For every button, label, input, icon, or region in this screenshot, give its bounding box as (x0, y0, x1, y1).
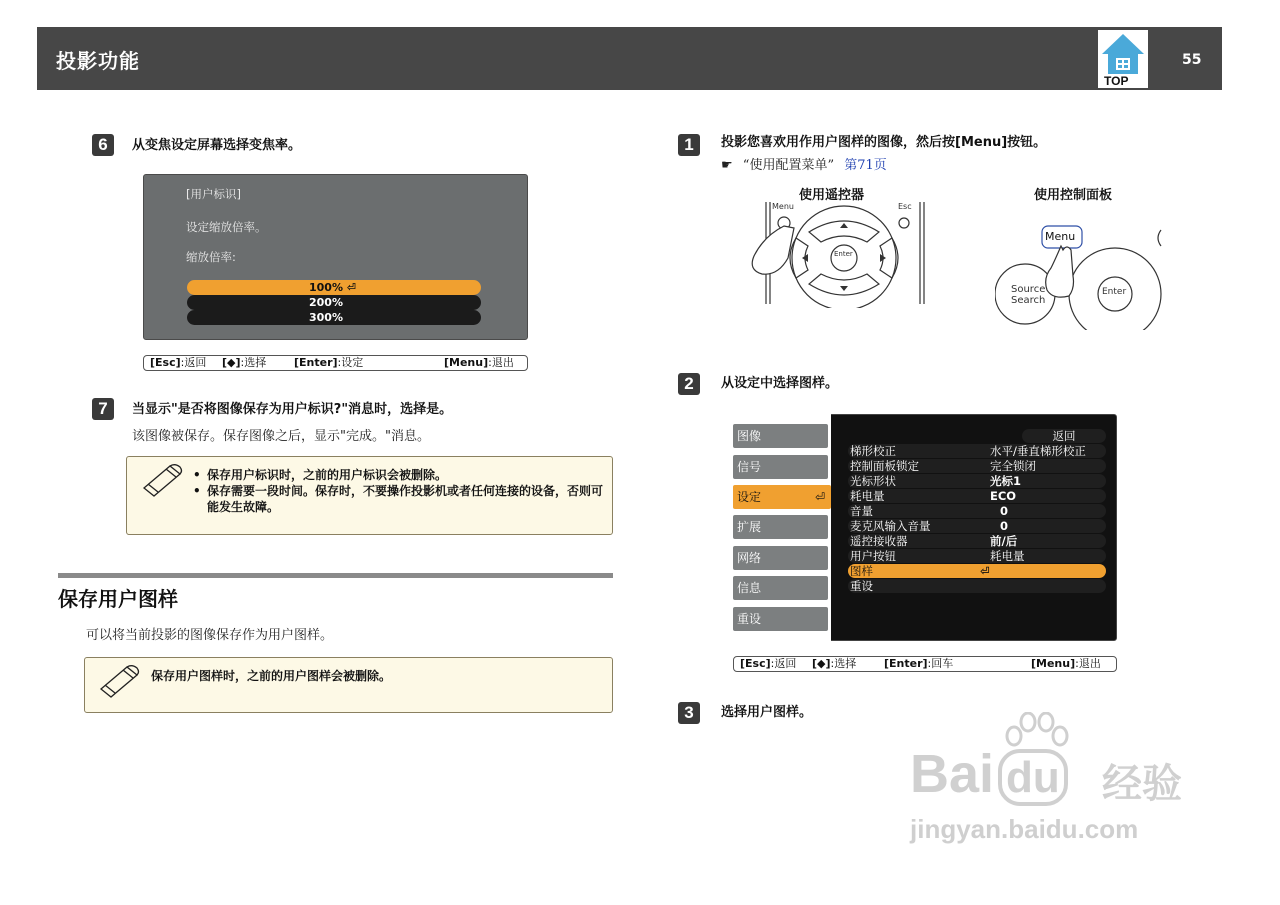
panel-illustration (995, 222, 1167, 334)
row-value: 耗电量 (990, 549, 1025, 563)
hint-menu-key: [Menu] (1031, 657, 1076, 670)
hint-menu-text: :退出 (488, 356, 514, 369)
category-reset[interactable]: 重设 (733, 607, 828, 631)
note-box-2 (84, 657, 613, 713)
enter-icon: ⏎ (814, 490, 825, 504)
row-value: 前/后 (990, 534, 1018, 548)
panel-enter-label: Enter (1102, 287, 1127, 297)
hint-esc-text: :返回 (770, 657, 797, 670)
panel-menu-button[interactable]: Menu (1045, 230, 1076, 243)
row-label: 遥控接收器 (850, 534, 908, 548)
category-image[interactable]: 图像 (733, 424, 828, 448)
menu-row-panel-lock[interactable] (848, 459, 1106, 473)
hint-arrow-key: [◆] (222, 356, 241, 369)
watermark-suffix: 经验 (1102, 761, 1182, 807)
hint-esc-key: [Esc] (740, 657, 771, 670)
step-7-text: 当显示"是否将图像保存为用户标识?"消息时，选择是。 (132, 402, 453, 417)
menu-row-power[interactable] (848, 489, 1106, 503)
section-rule (58, 573, 613, 578)
row-label: 麦克风输入音量 (850, 519, 931, 533)
menu-row-remote-receiver[interactable] (848, 534, 1106, 548)
category-settings[interactable] (733, 485, 831, 509)
enter-icon: ⏎ (346, 281, 357, 294)
row-value: 0 (1000, 504, 1009, 518)
zoom-osd-line2: 缩放倍率: (186, 250, 236, 264)
reference-text: “使用配置菜单” (742, 158, 835, 173)
page-header-bar (37, 27, 1222, 90)
hint-enter-key: [Enter] (294, 356, 338, 369)
osd-hint-bar (143, 355, 528, 371)
remote-menu-label: Menu (772, 202, 794, 211)
watermark-url: jingyan.baidu.com (910, 814, 1139, 844)
hint-esc-text: :返回 (180, 356, 207, 369)
step-6-badge: 6 (92, 134, 114, 156)
enter-icon: ⏎ (980, 564, 990, 578)
zoom-option-label: 100% (309, 281, 343, 294)
menu-row-reset[interactable] (848, 579, 1106, 593)
note-pencil-icon (97, 663, 143, 707)
step-3-badge: 3 (678, 702, 700, 724)
step-7-subtext: 该图像被保存。保存图像之后，显示"完成。"消息。 (132, 429, 430, 444)
row-value: 光标1 (990, 474, 1022, 488)
remote-enter-label: Enter (834, 250, 853, 258)
step-3-text: 选择用户图样。 (721, 705, 813, 720)
row-label: 光标形状 (850, 474, 896, 488)
hint-arrow-text: :选择 (830, 657, 857, 670)
menu-row-pattern[interactable] (848, 564, 1106, 578)
menu-row-cursor[interactable] (848, 474, 1106, 488)
menu-row-user-button[interactable] (848, 549, 1106, 563)
row-label: 图样 (850, 564, 873, 578)
watermark-brand-1: Bai (910, 744, 995, 804)
row-value: 0 (1000, 519, 1009, 533)
hint-menu-key: [Menu] (444, 356, 489, 369)
category-signal[interactable]: 信号 (733, 455, 828, 479)
hint-arrow-text: :选择 (240, 356, 267, 369)
category-extended[interactable]: 扩展 (733, 515, 828, 539)
remote-title: 使用遥控器 (799, 188, 865, 203)
zoom-osd-title: [用户标识] (186, 187, 241, 201)
remote-esc-label: Esc (898, 202, 912, 211)
zoom-option-label: 300% (309, 311, 343, 324)
row-label: 耗电量 (850, 489, 885, 503)
row-label: 梯形校正 (850, 444, 896, 458)
step-1-text: 投影您喜欢用作用户图样的图像，然后按[Menu]按钮。 (721, 135, 1047, 150)
zoom-option-label: 200% (309, 296, 343, 309)
panel-search-label: Search (1011, 295, 1046, 306)
step-1-badge: 1 (678, 134, 700, 156)
page-title: 投影功能 (56, 49, 140, 73)
note-bullet: • 保存用户标识时，之前的用户标识会被删除。 • 保存需要一段时间。保存时，不要操作投影机或者任何连接的设备，否则可能发生故障。 (193, 468, 604, 514)
top-label: TOP (1104, 74, 1129, 88)
category-info[interactable]: 信息 (733, 576, 828, 600)
section-intro: 可以将当前投影的图像保存作为用户图样。 (86, 628, 334, 643)
row-label: 用户按钮 (850, 549, 896, 563)
page-number: 55 (1182, 52, 1202, 68)
row-label: 重设 (850, 579, 873, 593)
panel-title: 使用控制面板 (1034, 188, 1113, 203)
row-value: ECO (990, 489, 1017, 503)
osd-hint-bar-2 (733, 656, 1117, 672)
hint-enter-key: [Enter] (884, 657, 928, 670)
hint-menu-text: :退出 (1075, 657, 1101, 670)
panel-source-label: Source (1011, 284, 1046, 295)
category-network[interactable]: 网络 (733, 546, 828, 570)
menu-row-volume[interactable] (848, 504, 1106, 518)
note-bullet-text: 保存用户标识时，之前的用户标识会被删除。 (207, 468, 448, 482)
section-title: 保存用户图样 (58, 587, 178, 611)
pointing-hand-icon: ☛ (721, 158, 733, 173)
row-value: 水平/垂直梯形校正 (990, 444, 1086, 458)
reference-page-link[interactable]: 第71页 (844, 158, 887, 173)
menu-row-mic-volume[interactable] (848, 519, 1106, 533)
hint-arrow-key: [◆] (812, 657, 831, 670)
menu-back-button[interactable]: 返回 (1022, 429, 1106, 443)
step-2-badge: 2 (678, 373, 700, 395)
hint-enter-text: :设定 (337, 356, 364, 369)
hint-enter-text: :回车 (927, 657, 954, 670)
note-bullet-text: 保存需要一段时间。保存时，不要操作投影机或者任何连接的设备，否则可能发生故障。 (207, 484, 604, 514)
menu-row-keystone[interactable] (848, 444, 1106, 458)
step-7-badge: 7 (92, 398, 114, 420)
row-label: 音量 (850, 504, 873, 518)
zoom-option-200[interactable] (187, 295, 481, 310)
category-label: 设定 (737, 490, 762, 504)
note-pencil-icon (140, 462, 186, 506)
watermark-brand (910, 744, 1068, 808)
step-6-text: 从变焦设定屏幕选择变焦率。 (132, 138, 302, 153)
row-label: 控制面板锁定 (850, 459, 919, 473)
zoom-option-300[interactable] (187, 310, 481, 325)
step-2-text: 从设定中选择图样。 (721, 376, 839, 391)
zoom-osd-line1: 设定缩放倍率。 (186, 220, 267, 234)
zoom-option-100[interactable] (187, 280, 481, 295)
hint-esc-key: [Esc] (150, 356, 181, 369)
reference-line (721, 154, 887, 173)
note-2-text: 保存用户图样时，之前的用户图样会被删除。 (151, 669, 392, 683)
row-value: 完全锁闭 (990, 459, 1036, 473)
watermark-brand-2: du (998, 749, 1068, 806)
